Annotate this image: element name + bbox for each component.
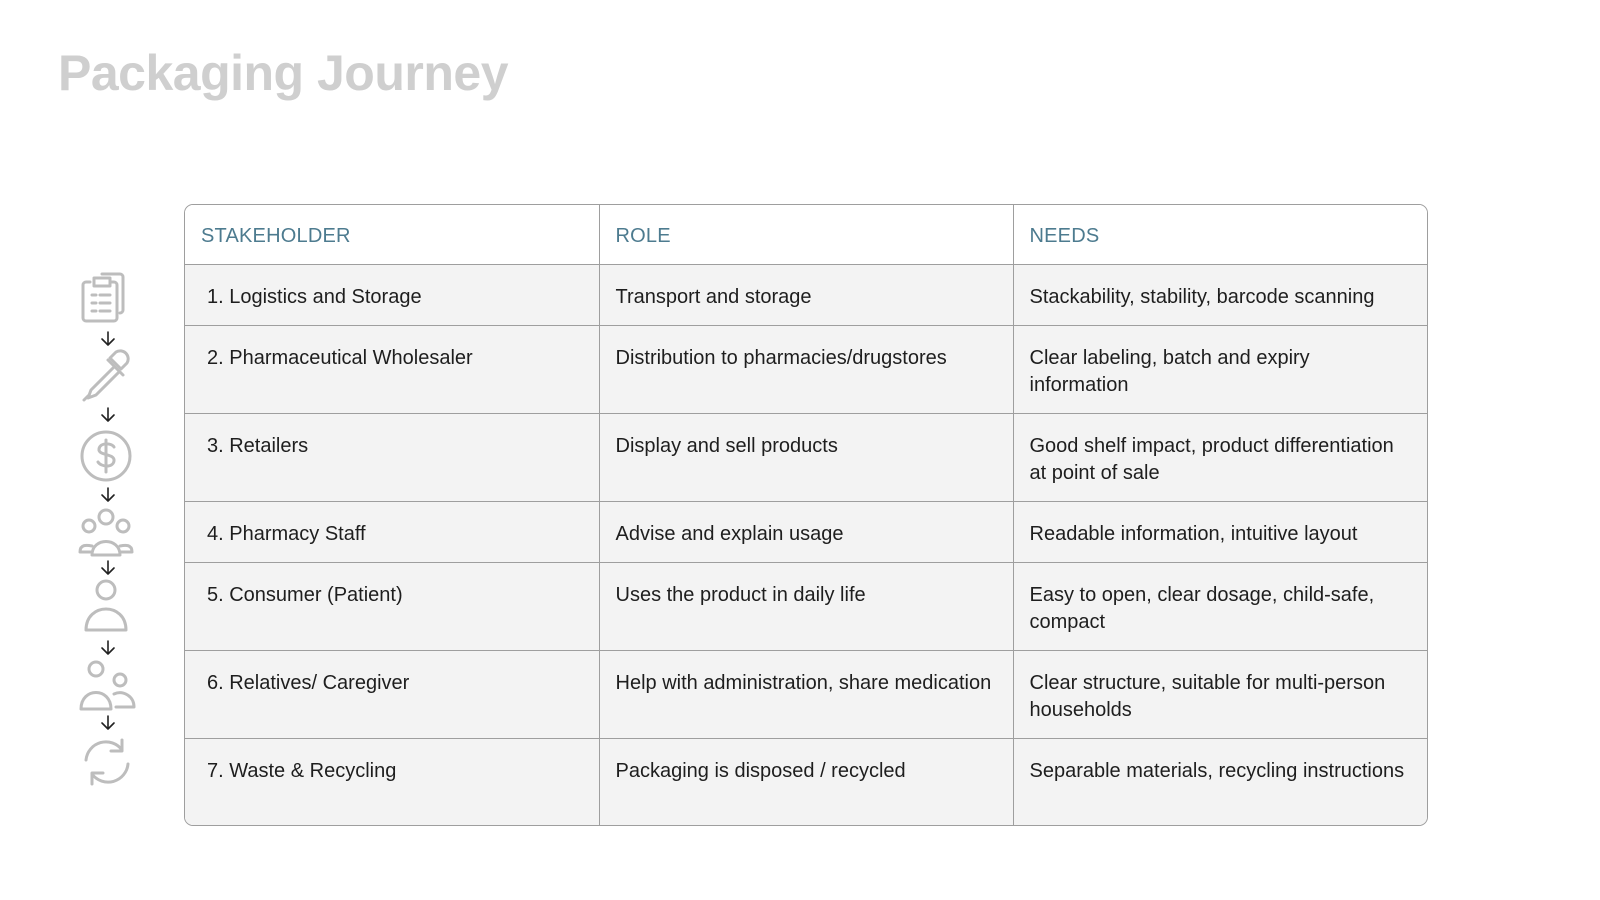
- role-cell: Packaging is disposed / recycled: [599, 738, 1013, 825]
- dollar-circle-icon: [78, 428, 138, 484]
- table-row: [185, 325, 1427, 413]
- clipboard-icon: [78, 268, 138, 324]
- person-icon: [78, 580, 138, 634]
- header-needs: NEEDS: [1013, 205, 1427, 264]
- table-row: [185, 413, 1427, 501]
- recycle-icon: [78, 736, 138, 788]
- needs-cell: Clear labeling, batch and expiry information: [1013, 325, 1427, 413]
- arrow-down-icon: [78, 330, 138, 348]
- stakeholder-cell: 4. Pharmacy Staff: [185, 501, 599, 562]
- needs-cell: Stackability, stability, barcode scanning: [1013, 264, 1427, 325]
- stakeholder-cell: 6. Relatives/ Caregiver: [185, 650, 599, 738]
- journey-icon-rail: [78, 268, 138, 828]
- role-cell: Display and sell products: [599, 413, 1013, 501]
- stakeholder-cell: 7. Waste & Recycling: [185, 738, 599, 825]
- header-role: ROLE: [599, 205, 1013, 264]
- pipette-icon: [78, 348, 138, 404]
- stakeholder-cell: 5. Consumer (Patient): [185, 562, 599, 650]
- table-row: [185, 650, 1427, 738]
- role-cell: Advise and explain usage: [599, 501, 1013, 562]
- needs-cell: Readable information, intuitive layout: [1013, 501, 1427, 562]
- stakeholder-cell: 1. Logistics and Storage: [185, 264, 599, 325]
- needs-cell: Clear structure, suitable for multi-person households: [1013, 650, 1427, 738]
- role-cell: Distribution to pharmacies/drugstores: [599, 325, 1013, 413]
- header-stakeholder: STAKEHOLDER: [185, 205, 599, 264]
- arrow-down-icon: [78, 486, 138, 504]
- table-row: [185, 562, 1427, 650]
- needs-cell: Easy to open, clear dosage, child-safe, compact: [1013, 562, 1427, 650]
- people-icon: [78, 660, 138, 712]
- role-cell: Help with administration, share medication: [599, 650, 1013, 738]
- table-header-row: [185, 205, 1427, 264]
- table-row: [185, 264, 1427, 325]
- table-row: [185, 501, 1427, 562]
- arrow-down-icon: [78, 714, 138, 732]
- arrow-down-icon: [78, 559, 138, 577]
- stakeholder-table: [184, 204, 1428, 826]
- arrow-down-icon: [78, 639, 138, 657]
- role-cell: Uses the product in daily life: [599, 562, 1013, 650]
- stakeholder-cell: 3. Retailers: [185, 413, 599, 501]
- arrow-down-icon: [78, 406, 138, 424]
- table-row: [185, 738, 1427, 825]
- group-icon: [78, 508, 138, 558]
- role-cell: Transport and storage: [599, 264, 1013, 325]
- stakeholder-cell: 2. Pharmaceutical Wholesaler: [185, 325, 599, 413]
- needs-cell: Separable materials, recycling instructions: [1013, 738, 1427, 825]
- page-title: Packaging Journey: [58, 45, 508, 101]
- needs-cell: Good shelf impact, product differentiation at point of sale: [1013, 413, 1427, 501]
